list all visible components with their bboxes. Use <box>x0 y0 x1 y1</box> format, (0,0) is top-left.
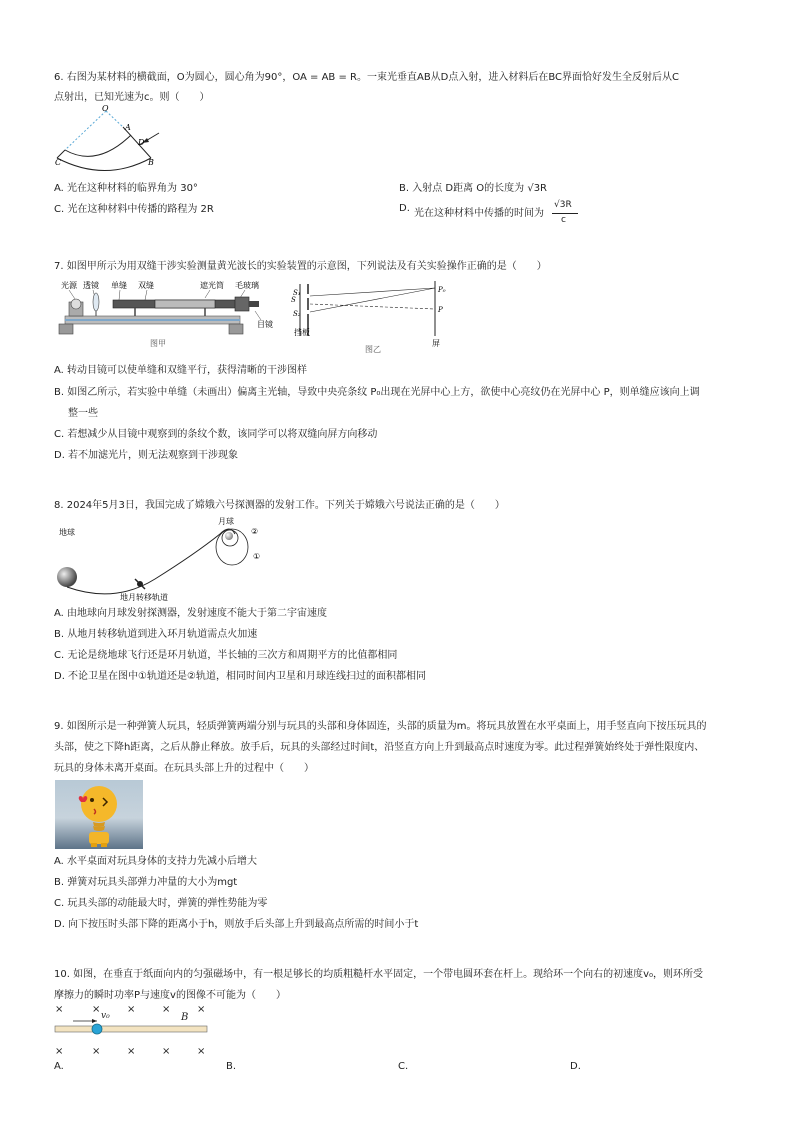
q6-label-d: D <box>138 138 145 147</box>
q8-stem: 8. 2024年5月3日，我国完成了嫦娥六号探测器的发射工作。下列关于嫦娥六号说法正确的是（ ） <box>54 500 505 511</box>
q7-label-s: S <box>291 296 296 304</box>
q8-option-c: C. 无论是绕地球飞行还是环月轨道，半长轴的三次方和周期平方的比值都相同 <box>54 650 398 661</box>
q8-option-b: B. 从地月转移轨道到进入环月轨道需点火加速 <box>54 629 258 640</box>
q7-label-double-slit: 双缝 <box>138 281 154 290</box>
q9-stem-line1: 9. 如图所示是一种弹簧人玩具，轻质弹簧两端分别与玩具的头部和身体固连，头部的质量为m。将玩具放置在水平桌面上，用手竖直向下按压玩具的 <box>54 721 707 732</box>
q6-label-o: O <box>102 104 109 113</box>
q10-ring <box>92 1024 102 1034</box>
q7-label-baffle: 挡板 <box>294 328 310 337</box>
q7-label-s1: S₁ <box>293 289 301 297</box>
q10-choice-a: A. <box>54 1061 64 1072</box>
q10-stem-line2: 摩擦力的瞬时功率P与速度v的图像不可能为（ ） <box>54 990 286 1001</box>
q9-option-d: D. 向下按压时头部下降的距离小于h，则放手后头部上升到最高点所需的时间小于t <box>54 919 419 930</box>
q6-label-b: B <box>148 158 154 167</box>
q9-toy-photo <box>55 780 143 849</box>
q7-label-eyepiece: 目镜 <box>257 320 273 329</box>
q7-label-p0: P₀ <box>438 286 446 294</box>
q10-figure <box>55 1003 215 1059</box>
q10-cross: × <box>162 1046 171 1057</box>
q6-label-c: C <box>55 158 62 167</box>
q7-label-light-source: 光源 <box>61 281 77 290</box>
q6-option-d-prefix: D. <box>399 203 410 214</box>
q10-choice-d: D. <box>570 1061 581 1072</box>
q8-moon <box>225 532 233 540</box>
q7-label-glass: 毛玻璃 <box>235 281 259 290</box>
q7-option-b-line2: 整一些 <box>68 408 98 419</box>
q9-option-c: C. 玩具头部的动能最大时，弹簧的弹性势能为零 <box>54 898 268 909</box>
q9-option-b: B. 弹簧对玩具头部弹力冲量的大小为mgt <box>54 877 238 888</box>
q10-cross: × <box>197 1046 206 1057</box>
q7-figure-apparatus <box>55 278 295 348</box>
q7-label-screen: 屏 <box>432 339 440 348</box>
q7-caption-fig2: 图乙 <box>365 345 381 354</box>
q10-choice-b: B. <box>226 1061 237 1072</box>
q6-option-a: A. 光在这种材料的临界角为 30° <box>54 183 198 194</box>
q7-stem: 7. 如图甲所示为用双缝干涉实验测量黄光波长的实验装置的示意图，下列说法及有关实验操作正确的是（ ） <box>54 261 547 272</box>
q7-label-tube: 遮光筒 <box>200 281 224 290</box>
q6-figure <box>55 104 165 168</box>
q10-cross: × <box>127 1046 136 1057</box>
q8-label-moon: 月球 <box>218 517 234 526</box>
q7-option-a: A. 转动目镜可以使单缝和双缝平行，获得清晰的干涉图样 <box>54 365 308 376</box>
q7-label-p: P <box>438 306 443 314</box>
q10-cross: × <box>127 1004 136 1015</box>
q10-cross: × <box>92 1004 101 1015</box>
q8-label-earth: 地球 <box>59 528 75 537</box>
q10-cross: × <box>197 1004 206 1015</box>
q8-figure <box>55 514 285 604</box>
q10-cross: × <box>55 1046 64 1057</box>
q8-earth <box>57 567 77 587</box>
q10-stem-line1: 10. 如图，在垂直于纸面向内的匀强磁场中，有一根足够长的均质粗糙杆水平固定，一个带电圆环套在杆上。现给环一个向右的初速度v₀，则环所受 <box>54 969 704 980</box>
q9-stem-line3: 玩具的身体未离开桌面。在玩具头部上升的过程中（ ） <box>54 763 314 774</box>
q8-transfer-orbit <box>67 529 235 594</box>
q7-option-c: C. 若想减少从目镜中观察到的条纹个数，该同学可以将双缝向屏方向移动 <box>54 429 378 440</box>
q10-rod <box>55 1026 207 1032</box>
q10-cross: × <box>55 1004 64 1015</box>
q10-label-b: B <box>181 1012 189 1023</box>
q7-option-d: D. 若不加滤光片，则无法观察到干涉现象 <box>54 450 239 461</box>
q6-stem-line2: 点射出，已知光速为c。则（ ） <box>54 92 210 103</box>
q7-label-s2: S₂ <box>293 310 301 318</box>
q9-stem-line2: 头部，使之下降h距离，之后从静止释放。放手后，玩具的头部经过时间t，沿竖直方向上升到最高点时速度为零。此过程弹簧始终处于弹性限度内、 <box>54 742 705 753</box>
q10-choice-c: C. <box>398 1061 409 1072</box>
q7-figure-double-slit <box>290 281 450 354</box>
q6-option-d-text: 光在这种材料中传播的时间为 <box>414 208 544 219</box>
q7-label-lens: 透镜 <box>83 281 99 290</box>
q8-label-transfer: 地月转移轨道 <box>120 593 168 602</box>
q6-stem-line1: 6. 右图为某材料的横截面，O为圆心，圆心角为90°，OA = AB = R。一束光垂直AB从D点入射，进入材料后在BC界面恰好发生全反射后从C <box>54 72 680 83</box>
q6-option-b: B. 入射点 D距离 O的长度为 √3R <box>399 183 548 194</box>
q7-label-single-slit: 单缝 <box>111 281 127 290</box>
q8-option-d: D. 不论卫星在图中①轨道还是②轨道，相同时间内卫星和月球连线扫过的面积都相同 <box>54 671 426 682</box>
q7-caption-fig1: 图甲 <box>150 339 166 348</box>
q10-cross: × <box>92 1046 101 1057</box>
q8-label-orbit2: ② <box>251 527 259 536</box>
q6-option-d-denominator: c <box>561 215 566 225</box>
q9-option-a: A. 水平桌面对玩具身体的支持力先减小后增大 <box>54 856 258 867</box>
q6-option-c: C. 光在这种材料中传播的路程为 2R <box>54 204 214 215</box>
q8-label-orbit1: ① <box>253 552 261 561</box>
q10-label-v0: v₀ <box>101 1011 110 1021</box>
q8-option-a: A. 由地球向月球发射探测器，发射速度不能大于第二宇宙速度 <box>54 608 328 619</box>
q7-option-b-line1: B. 如图乙所示，若实验中单缝（未画出）偏离主光轴，导致中央亮条纹 P₀出现在光屏中心上方，欲使中心亮纹仍在光屏中心 P，则单缝应该向上调 <box>54 387 700 398</box>
q6-option-d-numerator: √3R <box>554 200 572 210</box>
q10-cross: × <box>162 1004 171 1015</box>
q6-label-a: A <box>125 123 131 132</box>
